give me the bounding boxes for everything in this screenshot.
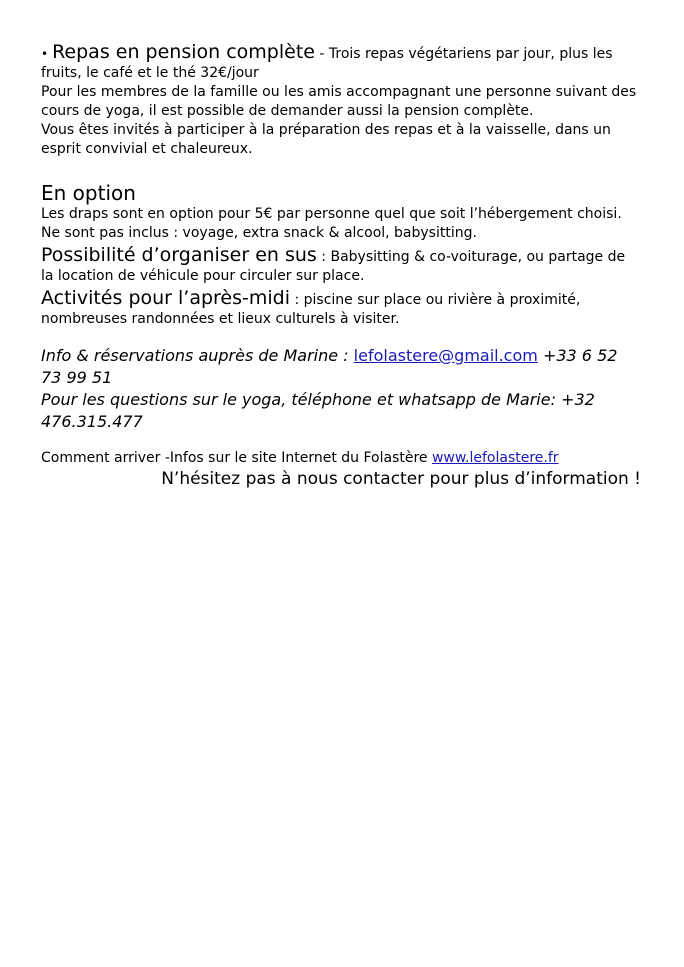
- email-link[interactable]: lefolastere@gmail.com: [353, 346, 538, 365]
- directions-line: [41, 449, 641, 468]
- directions-prefix: Comment arriver -Infos sur le site Internet du Folastère: [41, 450, 432, 466]
- activities-paragraph: [41, 286, 641, 329]
- extra-heading: Possibilité d’organiser en sus: [41, 244, 317, 266]
- spacer: [41, 329, 641, 345]
- activities-text: : piscine sur place ou rivière à proximité, nombreuses randonnées et lieux culturels à visiter.: [41, 292, 581, 327]
- bullet-icon: •: [41, 47, 49, 61]
- pension-invite-text: Vous êtes invités à participer à la préparation des repas et à la vaisselle, dans un esprit convivial et chaleureux.: [41, 122, 611, 157]
- contact-phone-marine: +33 6 52 73 99 51: [41, 346, 618, 387]
- option-sheets-text: Les draps sont en option pour 5€ par personne quel que soit l’hébergement choisi.: [41, 206, 622, 222]
- spacer: [41, 433, 641, 449]
- website-link[interactable]: www.lefolastere.fr: [431, 450, 559, 466]
- pension-heading: Repas en pension complète: [52, 41, 315, 63]
- activities-heading: Activités pour l’après-midi: [41, 287, 291, 309]
- pension-intro: - Trois repas végétariens par jour, plus les fruits, le café et le thé 32€/jour: [41, 46, 613, 81]
- extra-paragraph: [41, 243, 641, 286]
- contact-info-prefix: Info & réservations auprès de Marine :: [41, 346, 354, 365]
- spacer: [41, 159, 641, 181]
- document-page: [41, 40, 641, 490]
- contact-yoga-line: Pour les questions sur le yoga, téléphone et whatsapp de Marie: +32 476.315.477: [41, 390, 595, 431]
- option-heading: En option: [41, 181, 136, 205]
- pension-paragraph: [41, 40, 641, 83]
- contact-info-line: [41, 345, 641, 389]
- pension-family-text: Pour les membres de la famille ou les amis accompagnant une personne suivant des cours de yoga, il est possible de demander aussi la pension complète.: [41, 84, 637, 119]
- extra-text: : Babysitting & co-voiturage, ou partage de la location de véhicule pour circuler sur place.: [41, 249, 626, 284]
- closing-text: N’hésitez pas à nous contacter pour plus d’information !: [161, 469, 641, 489]
- option-excluded-text: Ne sont pas inclus : voyage, extra snack & alcool, babysitting.: [41, 225, 477, 241]
